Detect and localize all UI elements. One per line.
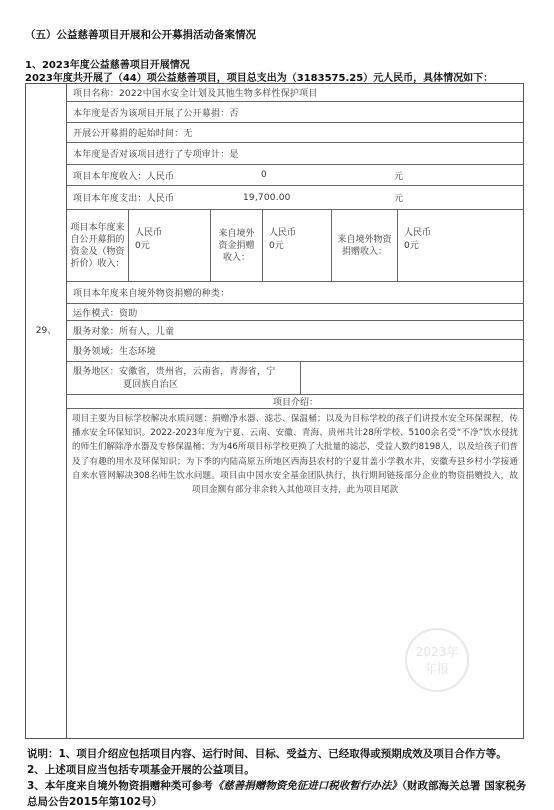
income-breakdown	[67, 210, 524, 282]
row-income	[67, 165, 524, 186]
expense-value: 19,700.00	[243, 192, 291, 203]
watermark-label: 年报	[424, 662, 449, 676]
public-fund-label: 项目本年度来自公开募捐的资金及（物资折价）收入：	[67, 210, 129, 282]
row-project-name	[67, 83, 524, 102]
note-line-3-regulation: 《慈善捐赠物资免征进口税收暂行办法》	[212, 780, 402, 792]
notes	[27, 746, 527, 810]
intro-body: 项目主要为目标学校解决水质问题：捐赠净水器、滤芯、保温桶；以及为目标学校的孩子们讲授水安全环保课程，传播水安全环保知识。2022-2023年度为宁夏、云南、安徽、青海、贵州共计28所学校、5100余名受“不净”饮水侵扰的师生们解除净水器及专修保温桶；为为46所项目标学校更换了大批量的滤芯，受益人数约8198人，以及给孩子们普及了有趣的用水及环保知识；为下季的内陆高原五所地区西海县农村的宁夏甘盖小学教水井，安徽寿县乡村小学接通自来水管网解决308名师生饮水问题。项目由中国水安全基金团队执行，执行期间链接部分企业的物资捐赠投入，故项目金额有部分非余转入其他项目支持，此为项目尾款	[72, 414, 518, 496]
public-fund-amount: 0元	[135, 241, 150, 251]
public-fund-value	[129, 210, 211, 282]
section-title: （五）公益慈善项目开展和公开募捐活动备案情况	[25, 29, 256, 41]
project-index: 29、	[35, 326, 57, 336]
public-fundraising: 本年度是否为该项目开展了公开募捐：否	[73, 108, 239, 119]
overseas-fund-amount: 0元	[269, 241, 284, 251]
watermark-year: 2023年	[415, 645, 459, 659]
expense-unit: 元	[394, 194, 404, 204]
note-line-1: 说明：1、项目介绍应包括项目内容、运行时间、目标、受益方、已经取得或预期成效及项目合作方等。	[27, 748, 507, 760]
project-summary: 2023年度共开展了（44）项公益慈善项目，项目总支出为（3183575.25）元人民币，具体情况如下：	[25, 73, 494, 84]
special-audit: 本年度是否对该项目进行了专项审计：是	[73, 150, 239, 160]
row-special-audit	[67, 143, 524, 165]
overseas-fund-value	[263, 210, 332, 282]
operation-mode: 运作模式：资助	[73, 308, 138, 319]
service-targets: 服务对象：所有人，儿童	[73, 326, 175, 337]
income-unit: 元	[394, 171, 404, 182]
overseas-fund-label: 来自境外资金捐赠收入：	[211, 210, 263, 282]
overseas-fund-currency: 人民币	[269, 228, 297, 238]
income-label: 项目本年度收入：人民币	[73, 171, 175, 182]
public-fund-currency: 人民币	[135, 228, 163, 238]
row-service-targets	[67, 321, 524, 340]
index-column	[25, 83, 67, 739]
row-operation-mode	[67, 304, 524, 321]
intro-heading: 项目介绍：	[67, 395, 524, 409]
annual-report-watermark	[405, 628, 469, 692]
overseas-material-label: 来自境外物资捐赠收入：	[332, 210, 398, 282]
row-service-field	[67, 340, 524, 362]
note-line-3-main: 3、本年度来自境外物资捐赠种类可参考	[27, 780, 213, 792]
service-area-line1: 服务地区：安徽省，贵州省，云南省，青海省，宁	[73, 367, 276, 377]
row-service-area	[67, 362, 524, 395]
note-line-2: 2、上述项目应当包括专项基金开展的公益项目。	[27, 764, 255, 776]
income-value: 0	[261, 170, 267, 180]
fundraising-start-date: 开展公开募捐的起始时间：无	[73, 129, 193, 139]
row-overseas-material-types	[67, 282, 524, 304]
project-name: 项目名称：2022中国水安全计划及其他生物多样性保护项目	[73, 88, 318, 99]
service-area-divider	[300, 362, 301, 395]
note-line-3-end: （财政部海关总署 国家税务总局公告2015年第102号）	[27, 780, 527, 808]
overseas-material-value	[398, 210, 524, 282]
overseas-material-types: 项目本年度来自境外物资捐赠的种类：	[73, 289, 230, 299]
note-line-3	[27, 778, 527, 810]
row-public-fundraising	[67, 102, 524, 123]
row-start-date	[67, 123, 524, 143]
overseas-material-amount: 0元	[404, 241, 419, 251]
overseas-material-currency: 人民币	[404, 228, 432, 238]
row-expense	[67, 186, 524, 210]
sub-title: 1、2023年度公益慈善项目开展情况	[25, 60, 190, 71]
service-field: 服务领域：生态环境	[73, 347, 156, 357]
expense-label: 项目本年度支出：人民币	[73, 194, 175, 204]
service-area-line2: 夏回族自治区	[123, 380, 179, 390]
